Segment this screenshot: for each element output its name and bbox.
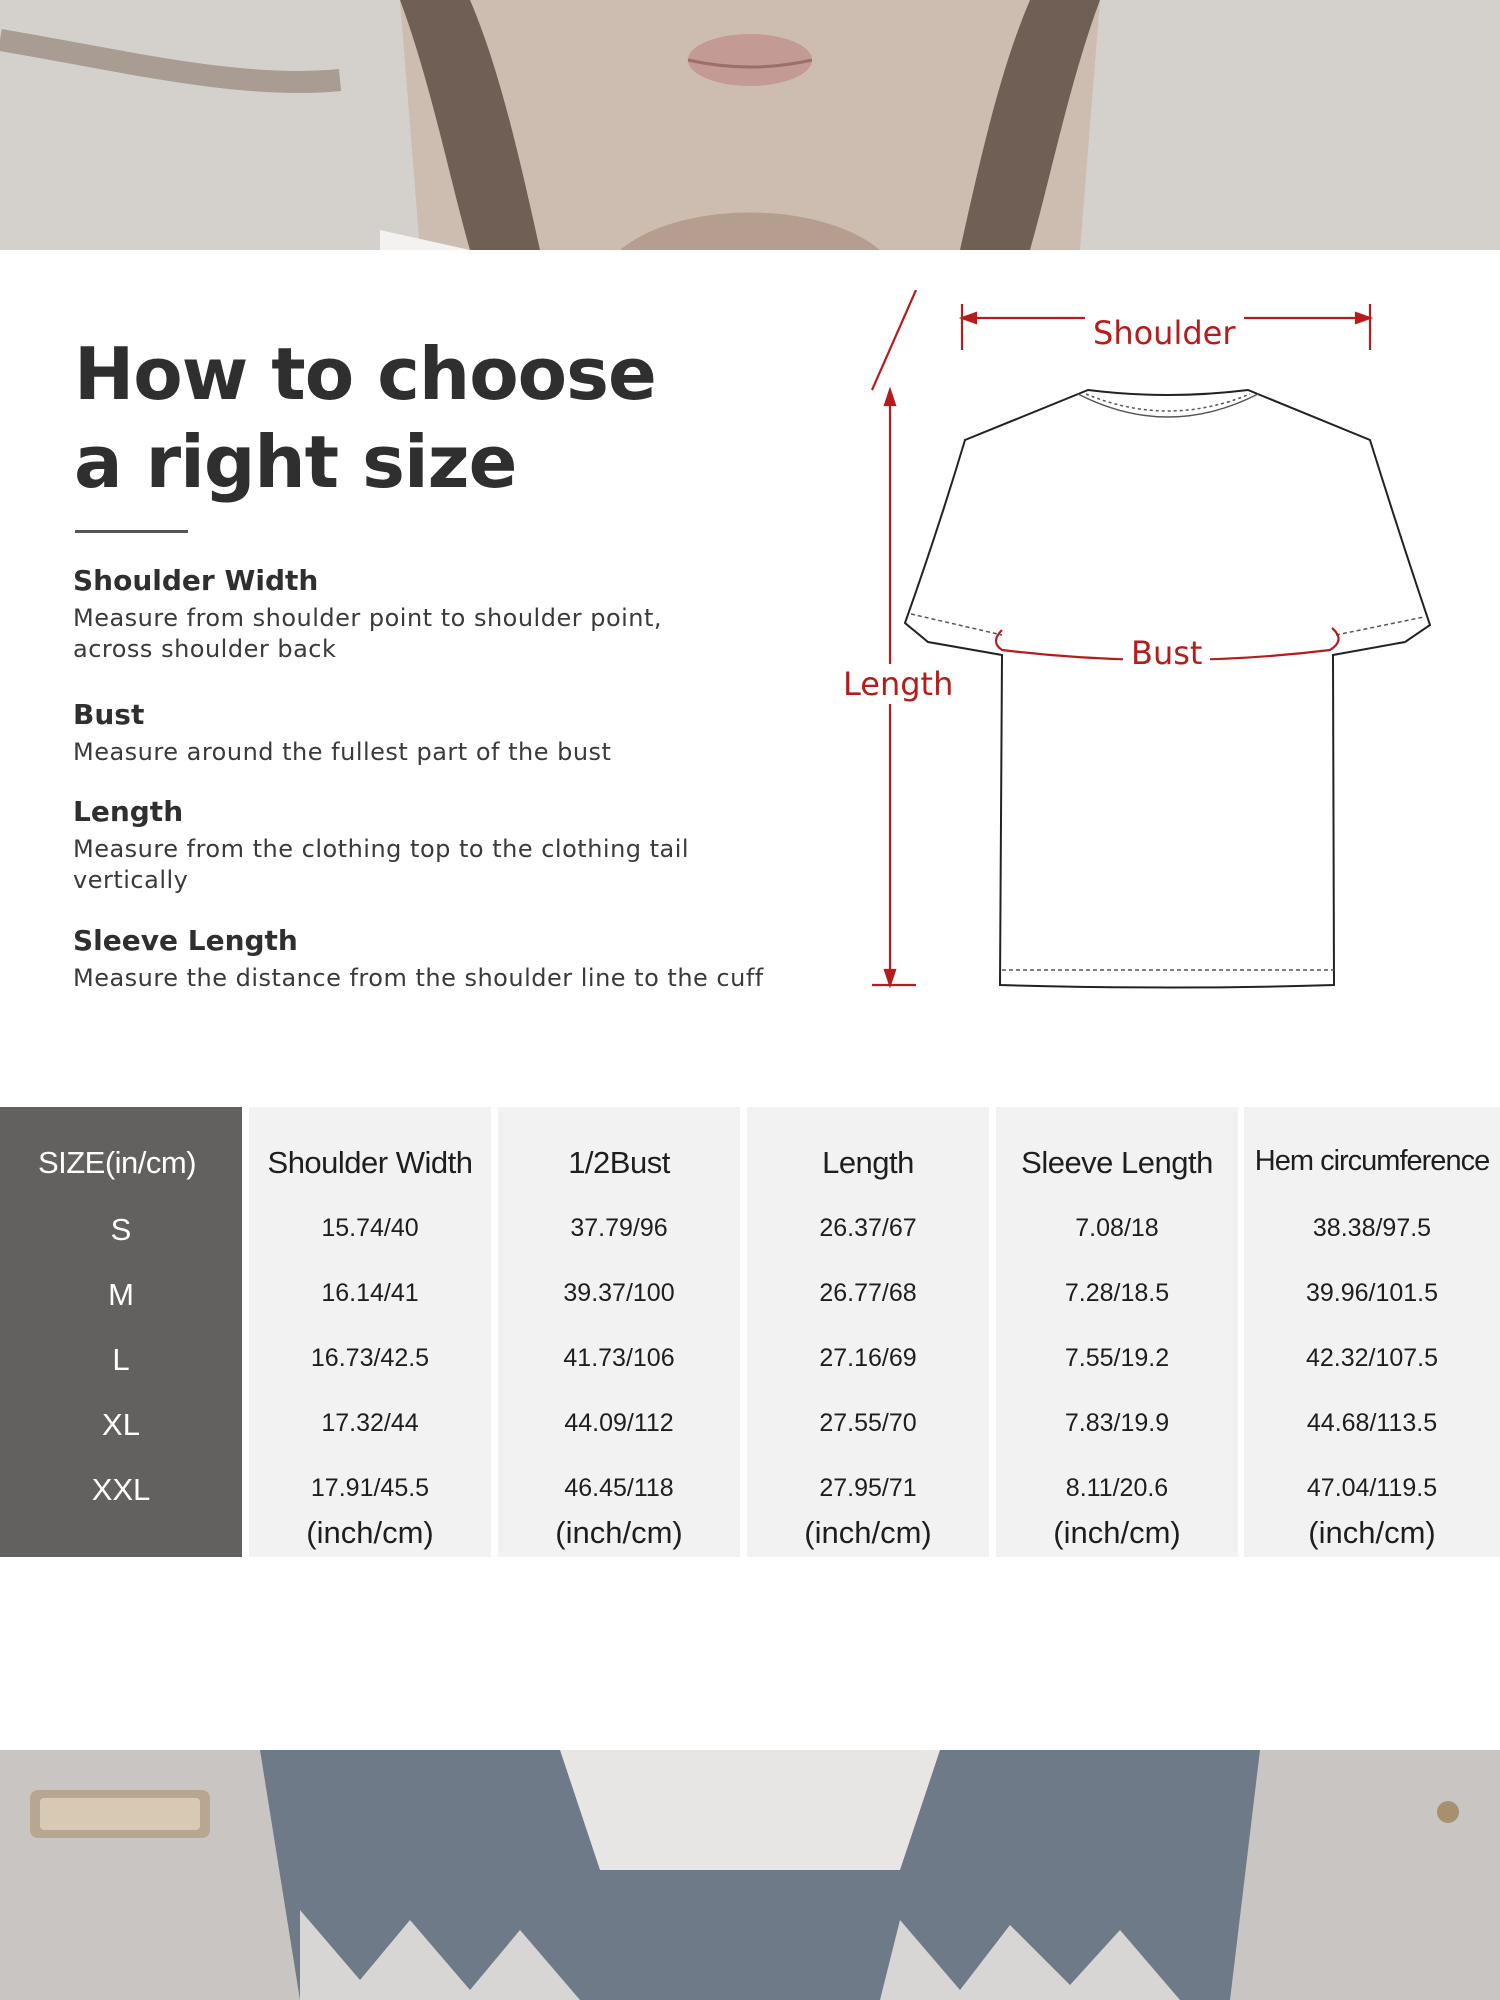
guide-length (73, 794, 773, 896)
guide-text: Measure the distance from the shoulder line to the cuff (73, 964, 764, 992)
half-bust-column (498, 1107, 740, 1557)
model-photo-bottom (0, 1750, 1500, 2000)
title-divider (75, 530, 188, 533)
guide-heading: Shoulder Width (73, 564, 319, 597)
table-cell: 46.45/118 (564, 1474, 674, 1502)
size-cell: L (112, 1342, 130, 1377)
guide-text: Measure around the fullest part of the bust (73, 738, 612, 766)
length-label: Length (835, 664, 961, 704)
model-photo-top (0, 0, 1500, 250)
table-cell: 38.38/97.5 (1312, 1214, 1432, 1242)
table-cell: 7.83/19.9 (1064, 1409, 1170, 1437)
table-cell: 27.95/71 (819, 1474, 917, 1502)
size-cell: XL (102, 1407, 140, 1442)
shoulder-label: Shoulder (1085, 313, 1244, 353)
table-cell: 17.32/44 (321, 1409, 419, 1437)
page-title (74, 330, 656, 506)
title-line-1: How to choose (74, 332, 656, 416)
size-table (0, 1107, 1500, 1557)
table-cell: 44.68/113.5 (1306, 1409, 1438, 1437)
length-column (747, 1107, 989, 1557)
size-cell: S (110, 1212, 132, 1247)
table-cell: 26.77/68 (819, 1279, 917, 1307)
guide-heading: Length (73, 795, 184, 828)
table-cell: 39.96/101.5 (1305, 1279, 1439, 1307)
table-cell: 7.08/18 (1075, 1214, 1159, 1242)
guide-text: Measure from the clothing top to the clothing tail vertically (73, 835, 690, 894)
guide-shoulder-width (73, 563, 773, 665)
column-header: Shoulder Width (267, 1145, 473, 1180)
table-cell: 7.28/18.5 (1064, 1279, 1170, 1307)
column-header: Hem circumference (1254, 1145, 1490, 1177)
table-cell: 47.04/119.5 (1306, 1474, 1438, 1502)
table-cell: 16.14/41 (321, 1279, 419, 1307)
unit-label: (inch/cm) (555, 1515, 683, 1550)
guide-sleeve-length (73, 923, 773, 994)
title-line-2: a right size (74, 420, 517, 504)
bust-label: Bust (1123, 633, 1210, 673)
size-cell: M (108, 1277, 134, 1312)
unit-label: (inch/cm) (1053, 1515, 1181, 1550)
table-cell: 42.32/107.5 (1305, 1344, 1439, 1372)
column-header: Sleeve Length (1021, 1145, 1213, 1180)
tshirt-outline (905, 390, 1430, 988)
column-header: 1/2Bust (568, 1145, 670, 1180)
hem-circumference-column (1244, 1107, 1500, 1557)
table-cell: 27.16/69 (819, 1344, 917, 1372)
table-cell: 26.37/67 (819, 1214, 917, 1242)
size-column (0, 1107, 242, 1557)
table-cell: 7.55/19.2 (1064, 1344, 1170, 1372)
table-cell: 37.79/96 (570, 1214, 668, 1242)
table-cell: 15.74/40 (321, 1214, 419, 1242)
guide-heading: Sleeve Length (73, 924, 298, 957)
size-header: SIZE(in/cm) (37, 1145, 197, 1180)
table-cell: 39.37/100 (563, 1279, 675, 1307)
shoulder-width-column (249, 1107, 491, 1557)
unit-label: (inch/cm) (1308, 1515, 1436, 1550)
guide-text: Measure from shoulder point to shoulder point, across shoulder back (73, 604, 663, 663)
table-cell: 8.11/20.6 (1065, 1474, 1169, 1502)
sleeve-length-column (996, 1107, 1238, 1557)
guide-heading: Bust (73, 698, 145, 731)
guide-bust (73, 697, 773, 768)
table-cell: 44.09/112 (564, 1409, 674, 1437)
tshirt-diagram (820, 290, 1480, 1010)
column-header: Length (822, 1145, 914, 1180)
table-cell: 41.73/106 (563, 1344, 675, 1372)
size-cell: XXL (91, 1472, 151, 1507)
table-cell: 16.73/42.5 (310, 1344, 430, 1372)
table-cell: 27.55/70 (819, 1409, 917, 1437)
unit-label: (inch/cm) (804, 1515, 932, 1550)
table-cell: 17.91/45.5 (310, 1474, 430, 1502)
unit-label: (inch/cm) (306, 1515, 434, 1550)
